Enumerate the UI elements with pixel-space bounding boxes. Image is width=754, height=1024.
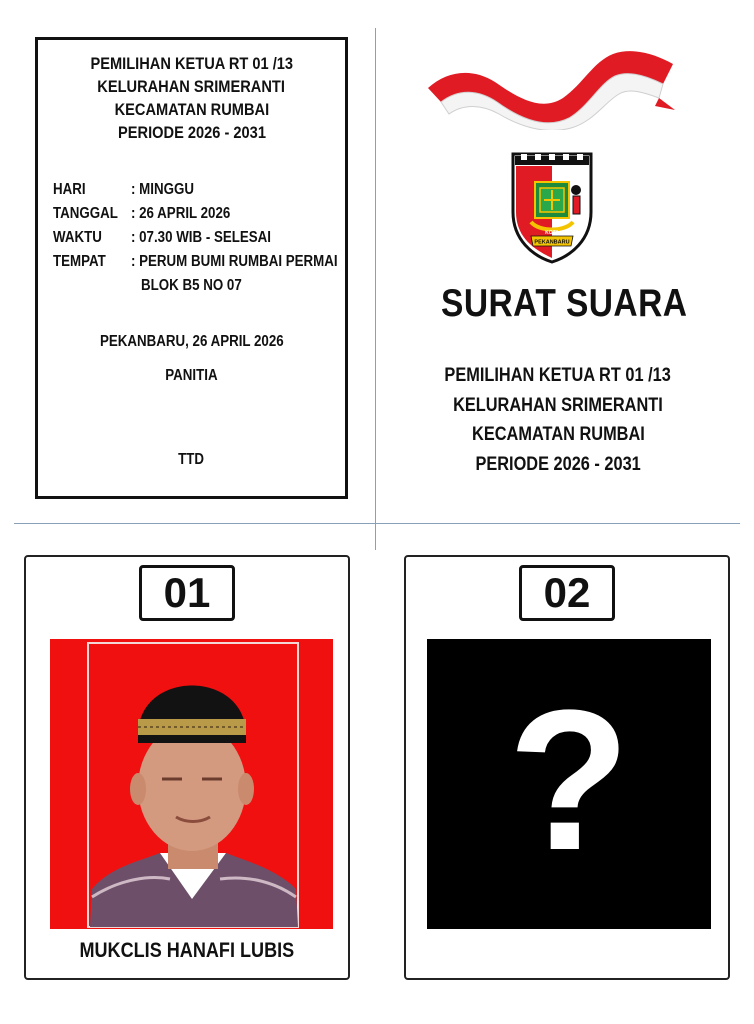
candidate-name bbox=[26, 939, 348, 963]
place-date bbox=[38, 333, 345, 351]
candidate-card-02[interactable] bbox=[404, 555, 730, 980]
candidate-number: 01 bbox=[139, 565, 235, 621]
ballot-subtitle bbox=[376, 361, 740, 479]
question-mark-icon: ? bbox=[507, 669, 631, 892]
pekanbaru-emblem-icon bbox=[509, 150, 595, 264]
emblem-text-city: PEKANBARU bbox=[534, 239, 570, 246]
info-title bbox=[38, 52, 345, 144]
place-date-text: PEKANBARU, 26 APRIL 2026 bbox=[99, 333, 284, 350]
committee-text: PANITIA bbox=[165, 367, 218, 384]
candidate-portrait-icon bbox=[50, 639, 333, 929]
info-label: TANGGAL bbox=[53, 205, 118, 222]
candidate-photo-placeholder bbox=[427, 639, 711, 929]
candidate-number: 02 bbox=[519, 565, 615, 621]
committee bbox=[38, 367, 345, 385]
info-title-line: PEMILIHAN KETUA RT 01 /13 bbox=[90, 54, 293, 73]
signature-text: TTD bbox=[178, 451, 205, 468]
info-value: : PERUM BUMI RUMBAI PERMAI bbox=[131, 253, 338, 270]
candidate-card-01[interactable] bbox=[24, 555, 350, 980]
emblem-text-kota: KOTA bbox=[545, 230, 559, 236]
info-value: : 26 APRIL 2026 bbox=[131, 205, 231, 222]
ballot-subtitle-line: KELURAHAN SRIMERANTI bbox=[453, 394, 663, 416]
election-info-box bbox=[35, 37, 348, 499]
ballot-heading bbox=[376, 282, 752, 326]
ballot-subtitle-line: PEMILIHAN KETUA RT 01 /13 bbox=[444, 365, 672, 386]
flag-ribbon-icon bbox=[423, 40, 681, 130]
ballot-subtitle-line: PERIODE 2026 - 2031 bbox=[475, 453, 641, 475]
info-value: : MINGGU bbox=[131, 181, 194, 198]
info-label: WAKTU bbox=[53, 229, 102, 246]
info-title-line: PERIODE 2026 - 2031 bbox=[117, 123, 266, 142]
info-label: HARI bbox=[53, 181, 86, 198]
info-title-line: KECAMATAN RUMBAI bbox=[114, 100, 269, 119]
fold-line-horizontal bbox=[14, 523, 740, 524]
signature bbox=[38, 451, 345, 469]
info-address-line2: BLOK B5 NO 07 bbox=[141, 277, 242, 294]
ballot-heading-text: SURAT SUARA bbox=[440, 282, 688, 325]
candidate-photo bbox=[50, 639, 333, 929]
ballot-subtitle-line: KECAMATAN RUMBAI bbox=[471, 424, 645, 445]
info-label: TEMPAT bbox=[53, 253, 106, 270]
info-title-line: KELURAHAN SRIMERANTI bbox=[97, 77, 286, 96]
candidate-name-text: MUKCLIS HANAFI LUBIS bbox=[79, 939, 295, 962]
info-value: : 07.30 WIB - SELESAI bbox=[131, 229, 272, 246]
